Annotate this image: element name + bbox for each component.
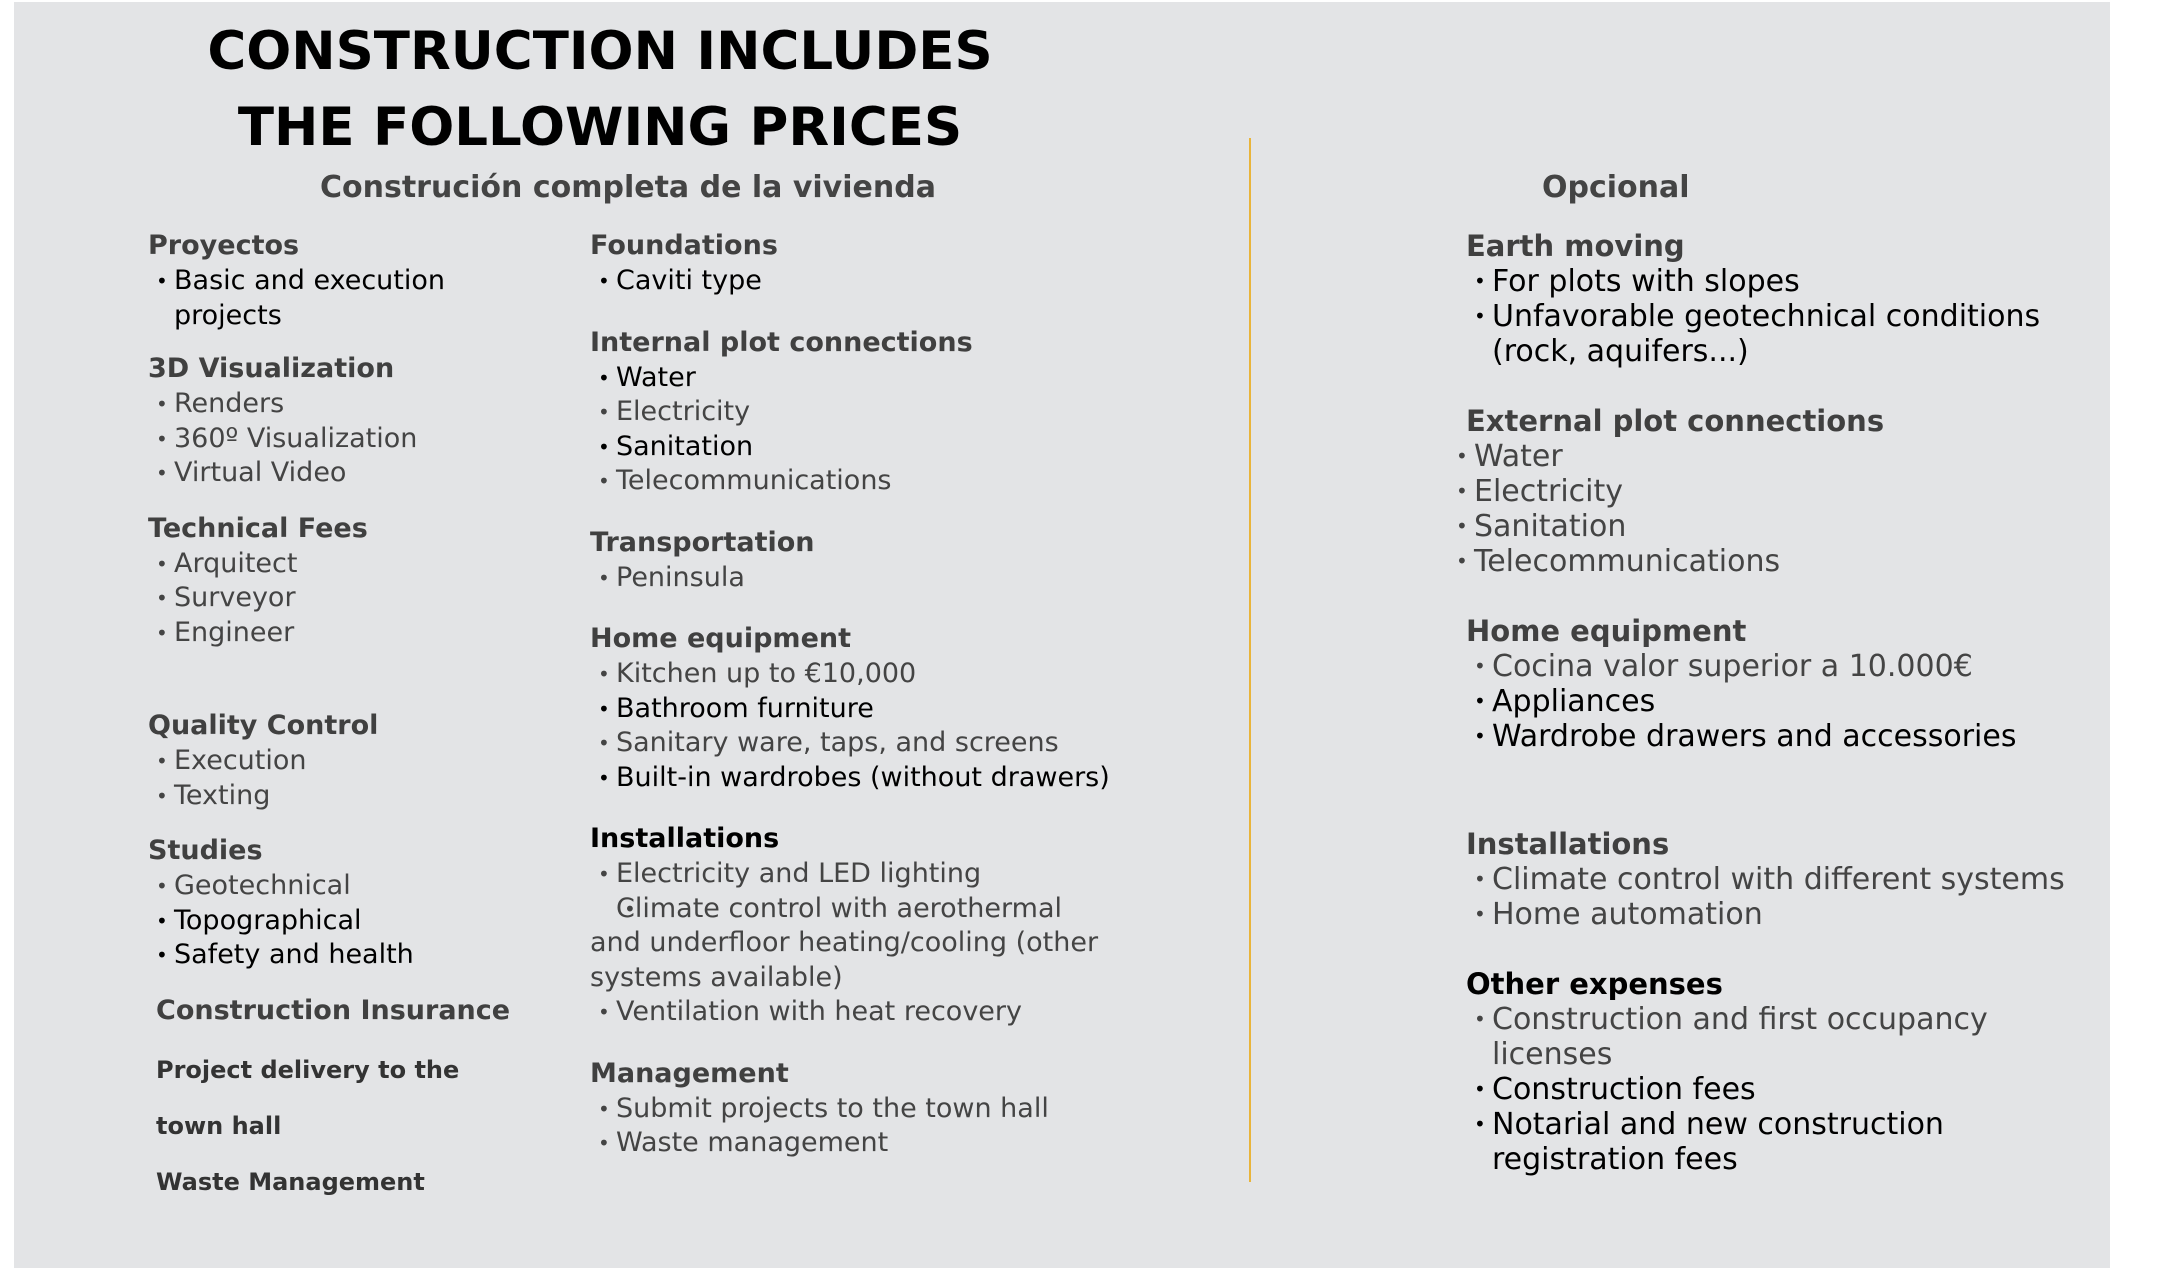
list-item: • 360º Visualization: [148, 422, 538, 457]
optional-installations-list: [1466, 862, 2086, 932]
installations-list: [590, 857, 1110, 1030]
list-item: • Engineer: [148, 616, 538, 651]
list-item: • Cocina valor superior a 10.000€: [1466, 649, 2086, 684]
right-subtitle: Opcional: [1542, 170, 1690, 205]
section-heading: External plot connections: [1466, 404, 1885, 438]
section-heading: Proyectos: [148, 230, 300, 261]
list-item: • Virtual Video: [148, 456, 538, 491]
list-item: • Construction fees: [1466, 1072, 2086, 1107]
list-item: • Telecommunications: [590, 464, 1110, 499]
construction-insurance: Construction Insurance: [156, 994, 511, 1026]
section-heading: Transportation: [590, 526, 815, 558]
section-heading: Management: [590, 1057, 789, 1089]
list-item: • Ventilation with heat recovery: [590, 995, 1110, 1030]
column-3: [1466, 228, 2086, 1177]
column-1: [148, 228, 538, 1197]
list-item: • Electricity and LED lighting: [590, 857, 1110, 892]
list-item: • Appliances: [1466, 684, 2086, 719]
list-item: • Peninsula: [590, 561, 1110, 596]
optional-home-equipment-list: [1466, 649, 2086, 754]
section-heading: Earth moving: [1466, 229, 1685, 263]
list-item: • Wardrobe drawers and accessories: [1466, 719, 2086, 754]
list-item: • Texting: [148, 779, 538, 814]
list-item: • Sanitation: [1456, 509, 2086, 544]
list-item: • Surveyor: [148, 581, 538, 616]
section-heading: Installations: [590, 823, 780, 854]
transport-list: [590, 561, 1110, 596]
section-heading: Studies: [148, 835, 263, 866]
list-item: • Electricity: [1456, 474, 2086, 509]
list-item: • Caviti type: [590, 264, 1110, 299]
list-item: • Built-in wardrobes (without drawers): [590, 761, 1110, 796]
column-2: [590, 228, 1110, 1161]
quality-list: [148, 744, 538, 813]
list-item: • Sanitation: [590, 430, 1110, 465]
project-delivery-line-2: town hall: [156, 1111, 282, 1140]
section-heading: Home equipment: [1466, 614, 1747, 648]
list-item: • Kitchen up to €10,000: [590, 657, 1110, 692]
list-item: • Construction and first occupancy licenses: [1466, 1002, 2086, 1072]
list-item: • Home automation: [1466, 897, 2086, 932]
list-item: • Telecommunications: [1456, 544, 2086, 579]
proyectos-list: [148, 264, 538, 333]
list-item: • Renders: [148, 387, 538, 422]
earth-moving-list: [1466, 264, 2086, 369]
list-item: • Electricity: [590, 395, 1110, 430]
list-item: • Safety and health: [148, 938, 538, 973]
waste-management: Waste Management: [156, 1167, 425, 1196]
foundations-list: [590, 264, 1110, 299]
section-heading: Home equipment: [590, 623, 852, 654]
list-item: • Submit projects to the town hall: [590, 1092, 1110, 1127]
home-equipment-list: [590, 657, 1110, 795]
list-item: • Waste management: [590, 1126, 1110, 1161]
visualization-list: [148, 387, 538, 491]
fees-list: [148, 547, 538, 651]
internal-connections-list: [590, 361, 1110, 499]
list-item: • Unfavorable geotechnical conditions (rock, aquifers...): [1466, 299, 2086, 369]
list-item: • Water: [1456, 439, 2086, 474]
section-heading: 3D Visualization: [148, 353, 395, 384]
list-item: • Notarial and new construction registration fees: [1466, 1107, 2086, 1177]
management-list: [590, 1092, 1110, 1161]
list-item: • Execution: [148, 744, 538, 779]
section-heading: Installations: [1466, 827, 1670, 861]
section-heading: Internal plot connections: [590, 326, 973, 358]
section-heading: Other expenses: [1466, 967, 1723, 1001]
studies-list: [148, 869, 538, 973]
left-subtitle: Construción completa de la vivienda: [320, 170, 936, 205]
list-item: • Geotechnical: [148, 869, 538, 904]
section-heading: Technical Fees: [148, 512, 368, 544]
list-item: • Bathroom furniture: [590, 692, 1110, 727]
list-item: • Water: [590, 361, 1110, 396]
list-item: • For plots with slopes: [1466, 264, 2086, 299]
other-expenses-list: [1466, 1002, 2086, 1177]
list-item: • Climate control with different systems: [1466, 862, 2086, 897]
list-item: • Sanitary ware, taps, and screens: [590, 726, 1110, 761]
column-divider: [1249, 138, 1251, 1182]
list-item: • Climate control with aerothermal and underfloor heating/cooling (other systems available): [590, 892, 1110, 996]
list-item: • Topographical: [148, 904, 538, 939]
page-title: CONSTRUCTION INCLUDES THE FOLLOWING PRICES: [207, 21, 993, 158]
list-item: • Arquitect: [148, 547, 538, 582]
list-item: • Basic and execution projects: [148, 264, 538, 333]
section-heading: Quality Control: [148, 710, 379, 741]
external-connections-list: [1456, 439, 2086, 579]
project-delivery-line-1: Project delivery to the: [156, 1055, 460, 1084]
section-heading: Foundations: [590, 230, 778, 261]
